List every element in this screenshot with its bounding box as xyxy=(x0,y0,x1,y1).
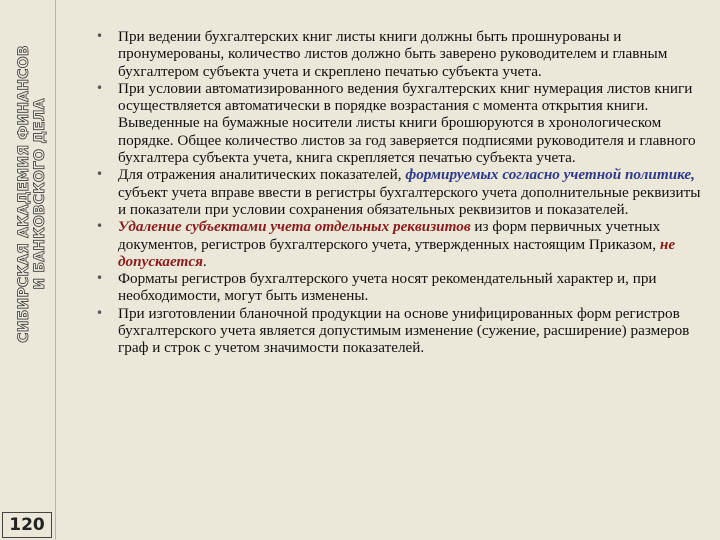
emphasis-removal: Удаление субъектами учета отдельных реквизитов xyxy=(118,218,471,236)
sidebar-divider xyxy=(55,0,56,540)
list-item xyxy=(96,305,704,357)
list-item xyxy=(96,166,704,218)
academy-title-line1: СИБИРСКАЯ АКАДЕМИЯ ФИНАНСОВ xyxy=(16,45,32,343)
list-item xyxy=(96,270,704,305)
bullet-icon: • xyxy=(96,271,104,286)
bullet-icon: • xyxy=(96,80,104,95)
sidebar xyxy=(0,0,63,540)
bullet-text-post: субъект учета вправе ввести в регистры бухгалтерского учета дополнительные реквизиты и показатели при условии сохранения обязательных реквизитов и показателей. xyxy=(118,183,701,218)
bullet-list xyxy=(96,28,704,357)
emphasis-accounting-policy: формируемых согласно учетной политике, xyxy=(405,166,695,184)
bullet-icon: • xyxy=(96,167,104,182)
main-content xyxy=(96,28,704,357)
list-item xyxy=(96,218,704,270)
bullet-icon: • xyxy=(96,305,104,320)
bullet-text: Форматы регистров бухгалтерского учета носят рекомендательный характер и, при необходимости, могут быть изменены. xyxy=(118,270,657,305)
list-item xyxy=(96,28,704,80)
academy-title xyxy=(4,14,60,374)
bullet-text: При изготовлении бланочной продукции на основе унифицированных форм регистров бухгалтерского учета является допустимым изменение (сужение, расширение) размеров граф и строк с учетом значимости показателей. xyxy=(118,304,690,357)
bullet-text-mid: из форм первичных учетных документов, регистров бухгалтерского учета, утвержденных настоящим Приказом, xyxy=(118,218,661,253)
list-item xyxy=(96,80,704,166)
bullet-icon: • xyxy=(96,219,104,234)
page-number: 120 xyxy=(2,512,52,538)
emphasis-not-allowed: не допускается xyxy=(118,235,676,270)
bullet-text: При ведении бухгалтерских книг листы книги должны быть прошнурованы и пронумерованы, количество листов должно быть заверено руководителем и главным бухгалтером субъекта учета и скреплено печатью субъекта учета. xyxy=(118,28,668,80)
bullet-icon: • xyxy=(96,29,104,43)
bullet-text: При условии автоматизированного ведения бухгалтерских книг нумерация листов книги осуществляется автоматически в порядке возрастания с момента открытия книги. Выведенные на бумажные носители листы книги брошюруются в хронологическом порядке. Общее количество листов за год заверяется подписями руководителя и главного бухгалтера субъекта учета, книга скрепляется печатью субъекта учета. xyxy=(118,79,696,167)
bullet-text-pre: Для отражения аналитических показателей, xyxy=(118,166,406,184)
bullet-text-end: . xyxy=(202,252,207,270)
academy-title-line2: И БАНКОВСКОГО ДЕЛА xyxy=(32,98,48,290)
